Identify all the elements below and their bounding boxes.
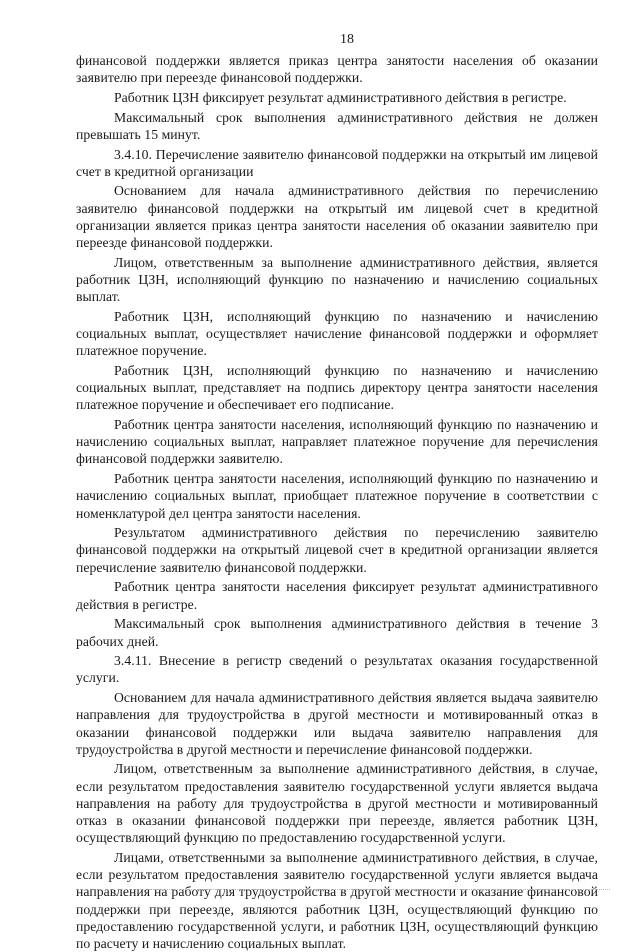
paragraph: Лицами, ответственными за выполнение административного действия, в случае, если результатом предоставления заявителю государственной услуги является выдача направления на работу для трудоустройства в другой местности и оказание финансовой поддержки при переезде, являются работник ЦЗН, осуществляющий функцию по предоставлению государственной услуги, и работник ЦЗН, осуществляющий функцию по расчету и начислению социальных выплат. [76, 849, 598, 951]
paragraph-continuation: финансовой поддержки является приказ центра занятости населения об оказании заявителю при переезде финансовой поддержки. [76, 53, 598, 86]
page-bottom-divider [150, 889, 610, 890]
paragraph: Максимальный срок выполнения административного действия не должен превышать 15 минут. [76, 109, 598, 142]
page-number: 18 [340, 32, 354, 47]
paragraph: Результатом административного действия по перечислению заявителю финансовой поддержки на открытый лицевой счет в кредитной организации является перечисление заявителю финансовой поддержки. [76, 525, 598, 575]
paragraph: Работник ЦЗН, исполняющий функцию по назначению и начислению социальных выплат, представляет на подпись директору центра занятости населения платежное поручение и обеспечивает его подписание. [76, 362, 598, 413]
paragraph: Лицом, ответственным за выполнение административного действия, является работник ЦЗН, исполняющий функцию по назначению и начислению социальных выплат. [76, 254, 598, 305]
paragraph: Работник центра занятости населения, исполняющий функцию по назначению и начислению социальных выплат, направляет платежное поручение для перечисления финансовой поддержки заявителю. [76, 417, 598, 467]
paragraph: Основанием для начала административного действия является выдача заявителю направления для трудоустройства в другой местности и мотивированный отказ в оказании финансовой поддержки или выдача заявителю направления для трудоустройства в другой местности и перечисление финансовой поддержки. [76, 690, 598, 757]
section-heading-3-4-10: 3.4.10. Перечисление заявителю финансовой поддержки на открытый им лицевой счет в кредитной организации [76, 146, 598, 179]
paragraph: Лицом, ответственным за выполнение административного действия, в случае, если результатом предоставления заявителю государственной услуги является выдача направления на работу для трудоустройства в другой местности и мотивированный отказ в оказании финансовой поддержки при переезде, является работник ЦЗН, осуществляющий функцию по предоставлению государственной услуги. [76, 761, 598, 846]
paragraph: Работник центра занятости населения, исполняющий функцию по назначению и начислению социальных выплат, приобщает платежное поручение в соответствии с номенклатурой дел центра занятости населения. [76, 471, 598, 521]
paragraph: Работник ЦЗН фиксирует результат административного действия в регистре. [114, 89, 567, 105]
section-heading-3-4-11: 3.4.11. Внесение в регистр сведений о результатах оказания государственной услуги. [76, 653, 598, 686]
paragraph: Основанием для начала административного действия по перечислению заявителю финансовой поддержки на открытый им лицевой счет в кредитной организации является приказ центра занятости населения об оказании заявителю при переезде финансовой поддержки. [76, 183, 598, 251]
paragraph: Работник центра занятости населения фиксирует результат административного действия в регистре. [76, 579, 598, 612]
paragraph: Максимальный срок выполнения административного действия в течение 3 рабочих дней. [76, 616, 598, 649]
paragraph: Работник ЦЗН, исполняющий функцию по назначению и начислению социальных выплат, осуществляет начисление финансовой поддержки и оформляет платежное поручение. [76, 308, 598, 359]
